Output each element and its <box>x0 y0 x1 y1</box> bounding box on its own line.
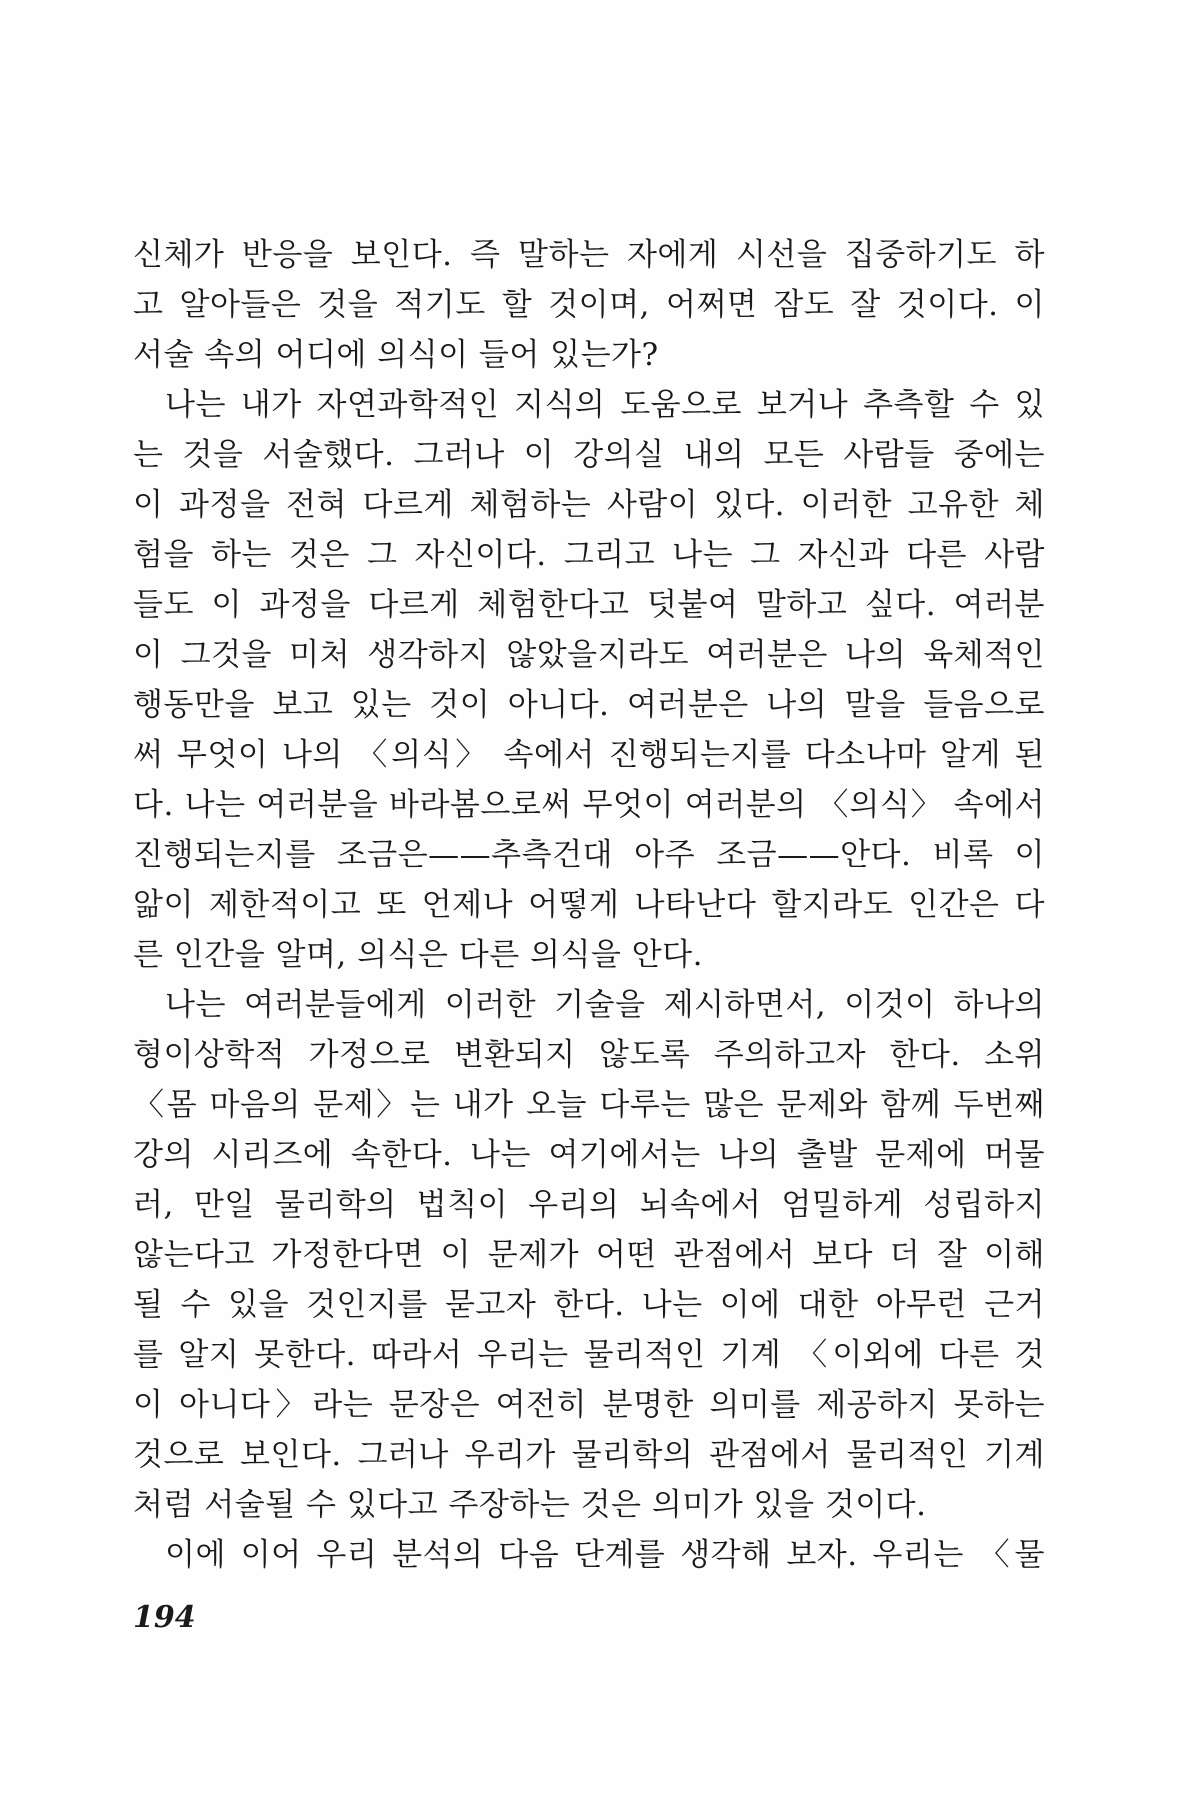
text-line: 될 수 있을 것인지를 묻고자 한다. 나는 이에 대한 아무런 근거 <box>133 1287 1045 1323</box>
text-line: 진행되는지를 조금은——추측건대 아주 조금——안다. 비록 이 <box>133 837 1045 873</box>
text-line: 서술 속의 어디에 의식이 들어 있는가? <box>133 337 659 373</box>
page-number: 194 <box>133 1600 196 1635</box>
text-line: 않는다고 가정한다면 이 문제가 어떤 관점에서 보다 더 잘 이해 <box>133 1237 1045 1273</box>
text-line: 〈몸 마음의 문제〉는 내가 오늘 다루는 많은 문제와 함께 두번째 <box>133 1087 1045 1123</box>
text-line: 이 그것을 미처 생각하지 않았을지라도 여러분은 나의 육체적인 <box>133 637 1045 673</box>
text-line: 이 아니다〉라는 문장은 여전히 분명한 의미를 제공하지 못하는 <box>133 1387 1045 1423</box>
text-line: 신체가 반응을 보인다. 즉 말하는 자에게 시선을 집중하기도 하 <box>133 237 1045 273</box>
text-line: 써 무엇이 나의 〈의식〉 속에서 진행되는지를 다소나마 알게 된 <box>133 737 1045 773</box>
body-text <box>133 230 1045 1580</box>
text-line: 강의 시리즈에 속한다. 나는 여기에서는 나의 출발 문제에 머물 <box>133 1137 1045 1173</box>
text-line: 고 알아들은 것을 적기도 할 것이며, 어쩌면 잠도 잘 것이다. 이 <box>133 287 1045 323</box>
text-line: 다. 나는 여러분을 바라봄으로써 무엇이 여러분의 〈의식〉 속에서 <box>133 787 1045 823</box>
text-line: 른 인간을 알며, 의식은 다른 의식을 안다. <box>133 937 703 973</box>
text-line: 러, 만일 물리학의 법칙이 우리의 뇌속에서 엄밀하게 성립하지 <box>133 1187 1045 1223</box>
text-line: 를 알지 못한다. 따라서 우리는 물리적인 기계 〈이외에 다른 것 <box>133 1337 1045 1373</box>
text-line: 것으로 보인다. 그러나 우리가 물리학의 관점에서 물리적인 기계 <box>133 1437 1045 1473</box>
text-line: 나는 내가 자연과학적인 지식의 도움으로 보거나 추측할 수 있 <box>165 387 1045 423</box>
text-line: 이 과정을 전혀 다르게 체험하는 사람이 있다. 이러한 고유한 체 <box>133 487 1045 523</box>
text-line: 험을 하는 것은 그 자신이다. 그리고 나는 그 자신과 다른 사람 <box>133 537 1045 573</box>
text-line: 행동만을 보고 있는 것이 아니다. 여러분은 나의 말을 들음으로 <box>133 687 1045 723</box>
text-line: 는 것을 서술했다. 그러나 이 강의실 내의 모든 사람들 중에는 <box>133 437 1045 473</box>
text-line: 나는 여러분들에게 이러한 기술을 제시하면서, 이것이 하나의 <box>165 987 1045 1023</box>
text-line: 들도 이 과정을 다르게 체험한다고 덧붙여 말하고 싶다. 여러분 <box>133 587 1045 623</box>
text-line: 이에 이어 우리 분석의 다음 단계를 생각해 보자. 우리는 〈물 <box>165 1537 1045 1573</box>
text-line: 처럼 서술될 수 있다고 주장하는 것은 의미가 있을 것이다. <box>133 1487 927 1523</box>
text-line: 앎이 제한적이고 또 언제나 어떻게 나타난다 할지라도 인간은 다 <box>133 887 1045 923</box>
text-line: 형이상학적 가정으로 변환되지 않도록 주의하고자 한다. 소위 <box>133 1037 1045 1073</box>
